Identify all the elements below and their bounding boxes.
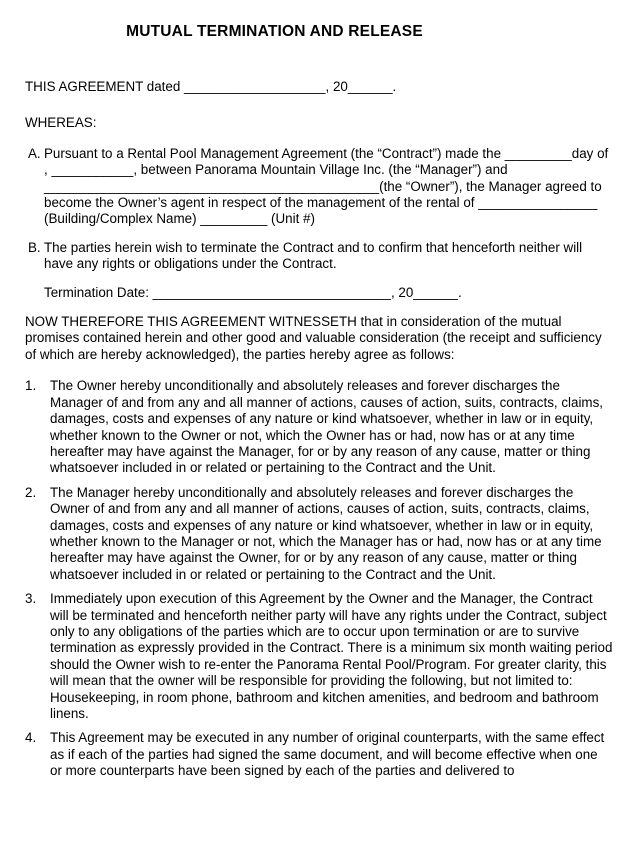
recital-b-text: The parties herein wish to terminate the Contract and to confirm that henceforth neither will have any rights or obligations under the Contract. <box>44 239 583 272</box>
clause-3-text: Immediately upon execution of this Agreement by the Owner and the Manager, the Contract will be terminated and henceforth neither party will have any rights under the Contract, subject only to any obligations of the parties which are to occur upon termination or are to survive termination as expressly provided in the Contract. There is a minimum six month waiting period should the Owner wish to re-enter the Panorama Rental Pool/Program. For greater clarity, this will mean that the owner will be responsible for providing the following, but not limited to: Housekeeping, in room phone, bathroom and kitchen amenities, and bedroom and bathroom linens. <box>50 591 613 721</box>
clause-2 <box>25 485 613 583</box>
clause-2-text: The Manager hereby unconditionally and absolutely releases and forever discharges the Owner of and from any and all manner of actions, causes of action, suits, contracts, claims, damages, costs and expenses of any nature or kind whatsoever, whether in law or in equity, whether known to the Manager or not, which the Manager has or had, now has or at any time hereafter may have against the Owner, for or by any reason of any cause, matter or thing whatsoever included in or related or pertaining to the Contract and the Unit. <box>50 484 602 582</box>
clause-1 <box>25 378 613 476</box>
clause-1-text: The Owner hereby unconditionally and absolutely releases and forever discharges the Manager of and from any and all manner of actions, causes of action, suits, contracts, claims, damages, costs and expenses of any nature or kind whatsoever, whether in law or in equity, whether known to the Owner or not, which the Owner has or had, now has or at any time hereafter may have against the Manager, for or by any reason of any cause, matter or thing whatsoever included in or related or pertaining to the Contract and the Unit. <box>50 378 604 476</box>
recital-b <box>25 240 613 273</box>
recital-a-text: Pursuant to a Rental Pool Management Agreement (the “Contract”) made the _________day of , ___________, between Panorama Mountain Village Inc. (the “Manager”) and _____________________________________________(the “Owner”), the Manager agreed to become the Owner’s agent in respect of the management of the rental of ________________ (Building/Complex Name) _________ (Unit #) <box>44 145 609 227</box>
clause-2-number: 2. <box>25 484 37 500</box>
agreement-dated-line: THIS AGREEMENT dated ___________________, 20______. <box>25 79 397 94</box>
document-title: MUTUAL TERMINATION AND RELEASE <box>126 23 423 40</box>
recital-a <box>25 146 613 228</box>
clause-3-number: 3. <box>25 591 37 607</box>
whereas-heading: WHEREAS: <box>25 115 97 131</box>
clause-3 <box>25 591 613 722</box>
clause-4-text: This Agreement may be executed in any number of original counterparts, with the same effect as if each of the parties had signed the same document, and will become effective when one or more counterparts have been signed by each of the parties and delivered to <box>50 730 605 779</box>
clause-1-number: 1. <box>25 378 37 394</box>
recital-b-label: B. <box>28 239 41 255</box>
clause-4-number: 4. <box>25 730 37 746</box>
clause-4 <box>25 730 613 779</box>
recital-a-label: A. <box>28 145 41 161</box>
termination-date-line: Termination Date: ________________________________, 20______. <box>44 284 462 300</box>
witnesseth-paragraph: NOW THEREFORE THIS AGREEMENT WITNESSETH that in consideration of the mutual promises contained herein and other good and valuable consideration (the receipt and sufficiency of which are hereby acknowledged), the parties hereby agree as follows: <box>25 314 602 362</box>
